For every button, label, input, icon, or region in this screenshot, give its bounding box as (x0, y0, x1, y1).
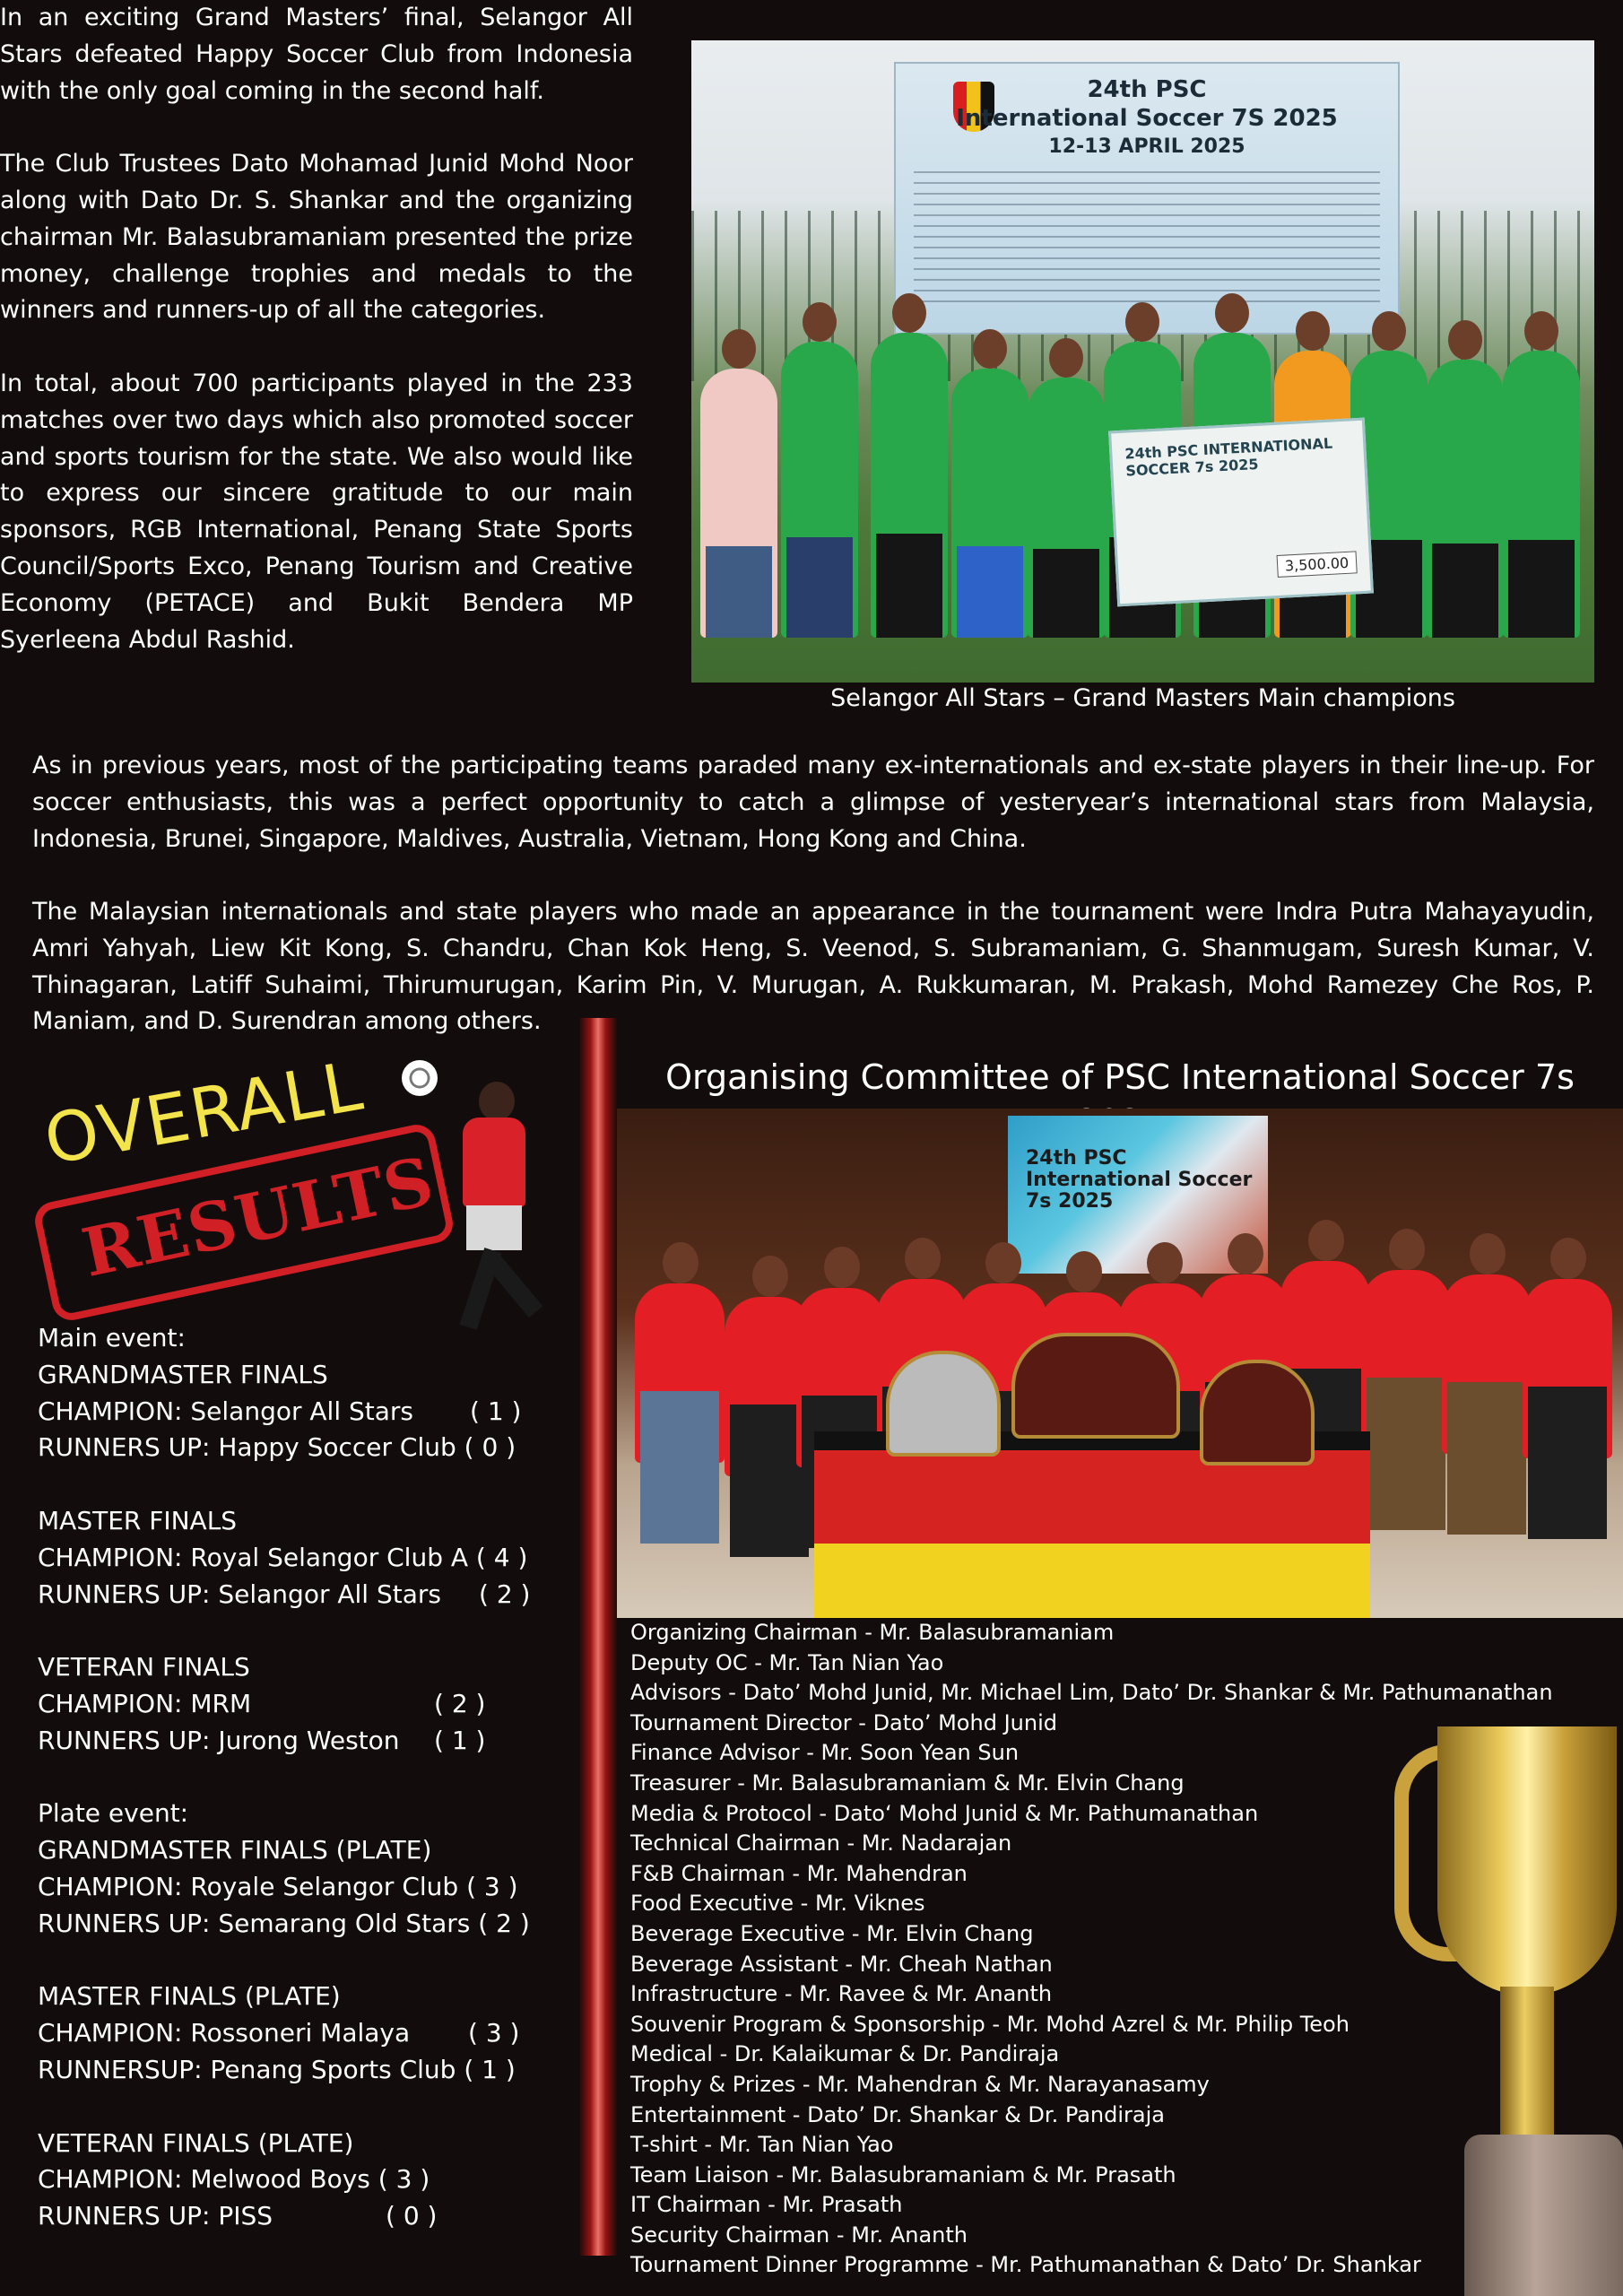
results-line (38, 1577, 576, 1613)
player-figure (951, 369, 1028, 638)
results-line (38, 1394, 576, 1431)
committee-member: Finance Advisor - Mr. Soon Yean Sun (630, 1740, 1020, 1766)
player-figure (1503, 351, 1580, 638)
results-line-text: RUNNERS UP: Happy Soccer Club ( 0 ) (38, 1432, 516, 1463)
results-line (38, 1906, 576, 1943)
results-line-text: RUNNERS UP: Jurong Weston (38, 1725, 400, 1755)
results-line-text: RUNNERS UP: Selangor All Stars (38, 1578, 441, 1609)
committee-member: T-shirt - Mr. Tan Nian Yao (630, 2132, 894, 2158)
committee-member: Food Executive - Mr. Viknes (630, 1891, 925, 1917)
committee-member: Beverage Assistant - Mr. Cheah Nathan (630, 1951, 1053, 1977)
committee-member: Trophy & Prizes - Mr. Mahendran & Mr. Narayanasamy (630, 2071, 1210, 2097)
committee-member: Technical Chairman - Mr. Nadarajan (630, 1831, 1012, 1857)
banner-date: 12-13 APRIL 2025 (1048, 135, 1245, 158)
overall-results-graphic (27, 1040, 583, 1336)
results-line-text: Main event: (38, 1323, 186, 1352)
committee-member: Entertainment - Dato’ Dr. Shankar & Dr. Pandiraja (630, 2101, 1165, 2127)
committee-member: Treasurer - Mr. Balasubramaniam & Mr. Elvin Chang (630, 1770, 1185, 1796)
results-group (38, 1503, 576, 1613)
results-group (38, 1320, 576, 1466)
results-line (38, 1869, 576, 1906)
committee-member: IT Chairman - Mr. Prasath (630, 2192, 903, 2218)
results-line (38, 2198, 576, 2235)
results-line (38, 1503, 576, 1540)
red-divider (579, 1018, 617, 2256)
overall-heading: OVERALL (38, 1045, 369, 1180)
results-line-text: VETERAN FINALS (38, 1652, 250, 1683)
player-figure (781, 342, 858, 638)
committee-member: Medical - Dr. Kalaikumar & Dr. Pandiraja (630, 2041, 1060, 2067)
results-line (38, 2015, 576, 2052)
results-line (38, 1832, 576, 1869)
committee-member: Team Liaison - Mr. Balasubramaniam & Mr. Prasath (630, 2161, 1176, 2187)
body-paragraph-2: The Malaysian internationals and state players who made an appearance in the tournament were Indra Putra Mahayayudin, Amri Yahyah, Liew Kit Kong, S. Chandru, Chan Kok Heng, S. Veenod, S. Subramaniam, G. Shanmugam, Suresh Kumar, V. Thinagaran, Latiff Suhaimi, Thirumurugan, Karim Pin, V. Murugan, A. Rukkumaran, M. Prakash, Mohd Ramezey Che Ros, P. Maniam, and D. Surendran among others. (32, 898, 1594, 1036)
results-line (38, 1796, 576, 1832)
committee-member: Souvenir Program & Sponsorship - Mr. Mohd Azrel & Mr. Philip Teoh (630, 2011, 1350, 2037)
results-line (38, 1979, 576, 2015)
committee-member-figure (1523, 1279, 1612, 1458)
results-line-text: CHAMPION: Rossoneri Malaya (38, 2018, 411, 2048)
player-figure (700, 369, 777, 638)
results-line (38, 2161, 576, 2198)
results-line (38, 1686, 576, 1723)
results-heading: RESULTS (75, 1143, 441, 1292)
results-line-text: RUNNERS UP: PISS (38, 2201, 273, 2231)
results-line-text: MASTER FINALS (PLATE) (38, 1981, 341, 2012)
committee-member: Tournament Director - Dato’ Mohd Junid (630, 1709, 1057, 1735)
results-score: ( 1 ) (434, 1725, 486, 1755)
player-figure (871, 333, 948, 638)
results-group (38, 1979, 576, 2088)
results-line-text: CHAMPION: Royale Selangor Club ( 3 ) (38, 1871, 518, 1901)
results-group (38, 1649, 576, 1759)
player-figure (1028, 378, 1105, 638)
cheque-amount: 3,500.00 (1276, 551, 1357, 578)
shield-trophy-icon (1200, 1360, 1315, 1465)
committee-member: Infrastructure - Mr. Ravee & Mr. Ananth (630, 1981, 1053, 2007)
committee-member-figure (1361, 1270, 1451, 1449)
results-score: ( 1 ) (470, 1396, 522, 1426)
results-line (38, 1540, 576, 1577)
results-line-text: RUNNERS UP: Semarang Old Stars ( 2 ) (38, 1908, 530, 1938)
results-group (38, 2126, 576, 2235)
committee-member: Media & Protocol - Dato‘ Mohd Junid & Mr. Pathumanathan (630, 1800, 1259, 1826)
results-line-text: VETERAN FINALS (PLATE) (38, 2127, 354, 2158)
results-score: ( 3 ) (468, 2018, 520, 2048)
results-line (38, 1320, 576, 1357)
committee-member: Advisors - Dato’ Mohd Junid, Mr. Michael Lim, Dato’ Dr. Shankar & Mr. Pathumanathan (630, 1680, 1553, 1706)
soccer-player-icon (421, 1076, 574, 1345)
champions-photo (691, 40, 1594, 683)
prize-cheque (1108, 418, 1374, 607)
committee-member-figure (635, 1283, 725, 1463)
cheque-title: 24th PSC INTERNATIONAL SOCCER 7s 2025 (1124, 434, 1333, 480)
intro-column (0, 0, 633, 658)
shield-trophy-icon (1011, 1333, 1180, 1439)
committee-photo (617, 1109, 1623, 1618)
results-line-text: Plate event: (38, 1798, 189, 1829)
results-line-text: CHAMPION: Selangor All Stars (38, 1396, 414, 1426)
intro-paragraph-3: In total, about 700 participants played in the 233 matches over two days which also promoted soccer and sports tourism for the state. We also would like to express our sincere gratitude to our main sponsors, RGB International, Penang State Sports Council/Sports Exco, Penang Tourism and Creative Economy (PETACE) and Bukit Bendera MP Syerleena Abdul Rashid. (0, 369, 633, 654)
committee-member: Security Chairman - Mr. Ananth (630, 2222, 968, 2248)
committee-member: Beverage Executive - Mr. Elvin Chang (630, 1920, 1034, 1946)
shield-trophy-icon (886, 1351, 1001, 1457)
player-figure (1427, 360, 1504, 638)
results-line-text: MASTER FINALS (38, 1505, 238, 1535)
banner-team-list (914, 171, 1380, 306)
body-paragraph-1: As in previous years, most of the participating teams paraded many ex-internationals and ex-state players in their line-up. For soccer enthusiasts, this was a perfect opportunity to catch a glimpse of yesteryear’s international stars from Malaysia, Indonesia, Brunei, Singapore, Maldives, Australia, Vietnam, Hong Kong and China. (32, 752, 1594, 853)
results-score: ( 2 ) (479, 1578, 531, 1609)
committee-member-figure (1442, 1274, 1532, 1454)
committee-member: Deputy OC - Mr. Tan Nian Yao (630, 1649, 944, 1675)
results-score: ( 2 ) (434, 1688, 486, 1718)
results-line-text: GRANDMASTER FINALS (PLATE) (38, 1835, 432, 1866)
screen-text: 24th PSC International Soccer 7s 2025 (1026, 1147, 1253, 1213)
committee-title: Organising Committee of PSC International Soccer 7s (665, 1057, 1575, 1097)
banner-title-line1: 24th PSC (1087, 76, 1207, 103)
trophy-icon (1385, 1726, 1623, 2296)
results-line (38, 1649, 576, 1686)
results-line (38, 1357, 576, 1394)
results-line-text: GRANDMASTER FINALS (38, 1359, 328, 1389)
results-score: ( 0 ) (386, 2201, 438, 2231)
results-line-text: CHAMPION: MRM (38, 1688, 252, 1718)
results-line (38, 2126, 576, 2162)
results-line (38, 1430, 576, 1466)
results-line (38, 1723, 576, 1760)
results-line-text: CHAMPION: Melwood Boys ( 3 ) (38, 2164, 430, 2195)
results-list (38, 1320, 576, 2272)
results-line-text: RUNNERSUP: Penang Sports Club ( 1 ) (38, 2054, 516, 2084)
results-line-text: CHAMPION: Royal Selangor Club A ( 4 ) (38, 1542, 528, 1572)
photo-caption: Selangor All Stars – Grand Masters Main champions (830, 684, 1455, 712)
results-group (38, 1796, 576, 1942)
intro-paragraph-1: In an exciting Grand Masters’ final, Selangor All Stars defeated Happy Soccer Club from Indonesia with the only goal coming in the second half. (0, 4, 633, 105)
intro-paragraph-2: The Club Trustees Dato Mohamad Junid Mohd Noor along with Dato Dr. S. Shankar and the organizing chairman Mr. Balasubramaniam presented the prize money, challenge trophies and medals to the winners and runners-up of all the categories. (0, 150, 633, 325)
committee-member: Organizing Chairman - Mr. Balasubramaniam (630, 1620, 1115, 1645)
banner-title-line2: International Soccer 7S 2025 (956, 105, 1338, 132)
tournament-banner (894, 62, 1400, 335)
results-line (38, 2052, 576, 2089)
committee-member: F&B Chairman - Mr. Mahendran (630, 1860, 968, 1886)
committee-member: Tournament Dinner Programme - Mr. Pathumanathan & Dato’ Dr. Shankar (630, 2252, 1421, 2278)
